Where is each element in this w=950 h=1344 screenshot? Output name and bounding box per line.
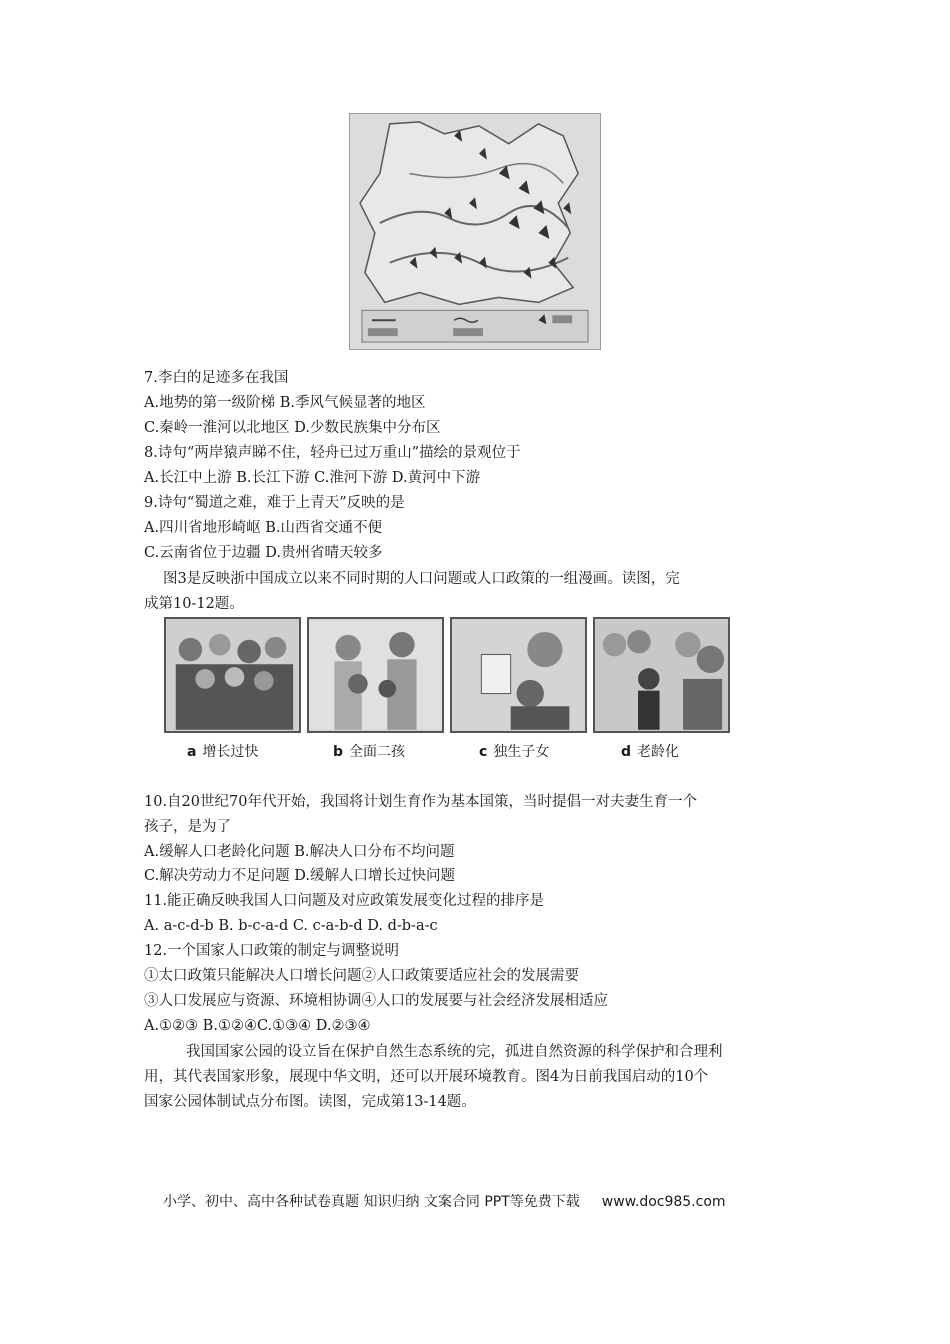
- caption-a-label: 增长过快: [202, 744, 259, 760]
- caption-d-label: 老龄化: [637, 744, 680, 760]
- caption-b-label: 全面二孩: [349, 744, 406, 760]
- q7-options-cd: C.秦岭一淮河以北地区 D.少数民族集中分布区: [144, 420, 441, 436]
- q11-options: A. a-c-d-b B. b-c-a-d C. c-a-b-d D. d-b-a-c: [144, 918, 438, 934]
- caption-b-letter: b: [333, 744, 344, 760]
- q8-stem: 8.诗句“两岸猿声睇不住，轻舟已过万重山”描绘的景观位于: [144, 445, 521, 461]
- comic-panel-a: [164, 617, 301, 733]
- q12-stem: 12.一个国家人口政策的制定与调整说明: [144, 943, 400, 959]
- comic-strip: [164, 617, 730, 733]
- q7-options-ab: A.地势的第一级阶梯 B.季风气候显著的地区: [144, 395, 426, 411]
- q9-stem: 9.诗句“蜀道之难，难于上青天”反映的是: [144, 495, 405, 511]
- fig4-intro-line2: 用，其代表国家形象，展现中华文明，还可以开展环境教育。图4为日前我国启动的10个: [144, 1069, 709, 1085]
- footer-text: 小学、初中、高中各种试卷真题 知识归纳 文案合同 PPT等免费下载: [163, 1194, 580, 1210]
- fig4-intro-line1: 我国国家公园的设立旨在保护自然生态系统的完，孤进自然资源的科学保护和合理利: [186, 1044, 723, 1060]
- caption-a: [187, 742, 258, 762]
- comic-panel-d: [593, 617, 730, 733]
- footer-site-link[interactable]: www.doc985.com: [601, 1194, 726, 1210]
- elderly-illustration: [595, 619, 728, 731]
- q10-stem-line2: 孩子，是为了: [144, 819, 231, 835]
- footer: [163, 1192, 726, 1212]
- map-illustration: [350, 114, 600, 349]
- comic-panel-b: [307, 617, 444, 733]
- fig3-intro-line1: 图3是反映浙中国成立以来不同时期的人口问题或人口政策的一组漫画。读图，完: [163, 571, 680, 587]
- caption-d-letter: d: [621, 744, 632, 760]
- q9-options-cd: C.云南省位于边疆 D.贵州省晴天较多: [144, 545, 383, 561]
- caption-c-label: 独生子女: [493, 744, 550, 760]
- caption-d: [621, 742, 679, 762]
- crowd-illustration: [166, 619, 299, 731]
- caption-c-letter: c: [479, 744, 488, 760]
- q9-options-ab: A.四川省地形崎岖 B.山西省交通不便: [144, 520, 382, 536]
- single-child-illustration: [452, 619, 585, 731]
- q11-stem: 11.能正确反映我国人口问题及对应政策发展变化过程的排序是: [144, 893, 545, 909]
- caption-c: [479, 742, 549, 762]
- q12-statements-34: ③人口发展应与资源、环境相协调④人口的发展要与社会经济发展相适应: [144, 993, 608, 1009]
- q10-options-ab: A.缓解人口老龄化问题 B.解决人口分布不均问题: [144, 844, 455, 860]
- fig3-intro-line2: 成第10-12题。: [144, 596, 244, 612]
- caption-b: [333, 742, 405, 762]
- q12-statements-12: ①太口政策只能解决人口增长问题②人口政策要适应社会的发展需要: [144, 968, 579, 984]
- fig4-intro-line3: 国家公园体制试点分布图。读图，完成第13-14题。: [144, 1094, 476, 1110]
- q7-stem: 7.李白的足迹多在我国: [144, 370, 289, 386]
- comic-panel-c: [450, 617, 587, 733]
- caption-a-letter: a: [187, 744, 197, 760]
- q8-options: A.长江中上游 B.长江下游 C.淮河下游 D.黄河中下游: [144, 470, 481, 486]
- q10-stem-line1: 10.自20世纪70年代开始，我国将计划生育作为基本国策，当时提倡一对夫妻生育一个: [144, 794, 697, 810]
- family-illustration: [309, 619, 442, 731]
- map-figure: [349, 113, 601, 350]
- q12-options: A.①②③ B.①②④C.①③④ D.②③④: [144, 1018, 371, 1034]
- q10-options-cd: C.解决劳动力不足问题 D.缓解人口增长过快问题: [144, 868, 456, 884]
